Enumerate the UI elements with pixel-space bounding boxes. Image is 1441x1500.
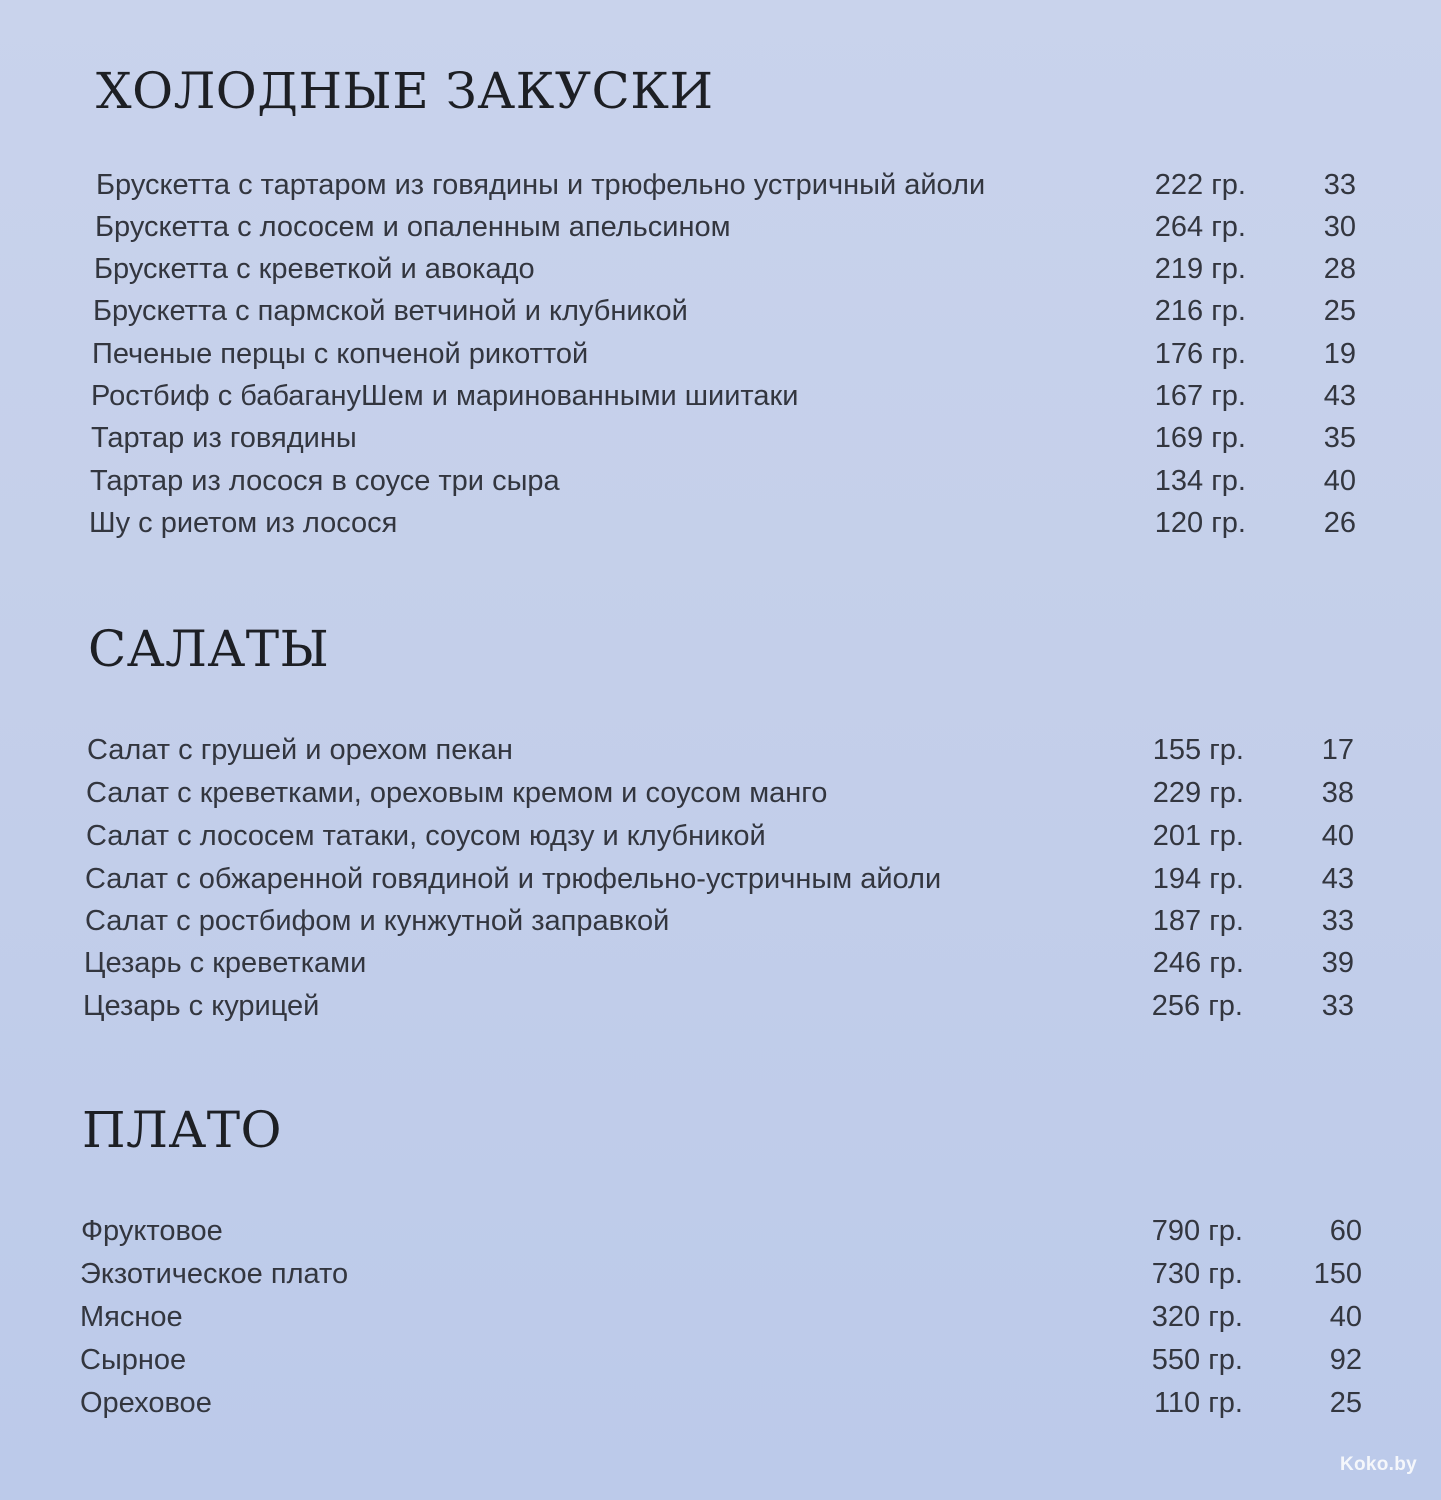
menu-item [80,1339,1362,1381]
item-weight: 790 гр. [1151,1215,1243,1247]
item-name: Цезарь с креветками [84,947,367,979]
item-weight: 169 гр. [1154,422,1246,454]
item-price: 25 [1323,295,1356,327]
item-name: Экзотическое плато [80,1258,349,1290]
item-price: 25 [1329,1387,1362,1419]
menu-item [90,460,1360,502]
menu-item [80,1253,1362,1295]
item-price: 26 [1323,507,1356,539]
item-weight: 194 гр. [1152,863,1244,895]
item-weight: 134 гр. [1154,465,1246,497]
item-price: 40 [1321,820,1354,852]
item-price: 40 [1323,465,1356,497]
section-title: ХОЛОДНЫЕ ЗАКУСКИ [96,62,714,120]
item-weight: 167 гр. [1154,380,1246,412]
menu-item [81,1210,1362,1252]
menu-item [91,375,1361,417]
menu-item [93,290,1363,332]
item-weight: 229 гр. [1152,777,1244,809]
item-weight: 187 гр. [1152,905,1244,937]
item-weight: 246 гр. [1152,947,1244,979]
item-price: 33 [1321,990,1354,1022]
item-name: Брускетта с пармской ветчиной и клубникой [93,295,688,327]
item-weight: 216 гр. [1154,295,1246,327]
item-name: Салат с грушей и орехом пекан [87,734,513,766]
item-weight: 550 гр. [1151,1344,1243,1376]
item-price: 30 [1323,211,1356,243]
item-name: Тартар из говядины [91,422,357,454]
item-weight: 110 гр. [1153,1387,1243,1419]
menu-item [83,985,1353,1027]
item-price: 38 [1321,777,1354,809]
item-price: 40 [1329,1301,1362,1333]
section-title: ПЛАТО [82,1101,283,1159]
item-name: Салат с ростбифом и кунжутной заправкой [85,905,670,937]
item-name: Ореховое [80,1387,212,1419]
item-price: 28 [1323,253,1356,285]
item-price: 33 [1323,169,1356,201]
menu-item [87,729,1357,771]
item-name: Салат с креветками, ореховым кремом и соусом манго [86,777,828,809]
watermark-logo: Koko.by [1339,1454,1417,1475]
menu-item [92,333,1362,375]
menu-item [91,417,1361,459]
item-weight: 120 гр. [1154,507,1246,539]
item-price: 60 [1329,1215,1362,1247]
item-name: Фруктовое [81,1215,223,1247]
item-name: Тартар из лосося в соусе три сыра [90,465,560,497]
item-weight: 201 гр. [1152,820,1244,852]
item-weight: 256 гр. [1151,990,1243,1022]
item-name: Цезарь с курицей [83,990,320,1022]
menu-item [80,1296,1362,1338]
item-name: Брускетта с лососем и опаленным апельсином [95,211,731,243]
item-weight: 320 гр. [1151,1301,1243,1333]
item-name: Ростбиф с бабагануШем и маринованными шиитаки [91,380,799,412]
menu-item [84,942,1354,984]
menu-item [96,164,1366,206]
menu-item [86,815,1356,857]
menu-item [85,858,1355,900]
item-name: Шу с риетом из лосося [89,507,398,539]
item-price: 43 [1321,863,1354,895]
menu-item [85,900,1355,942]
item-weight: 730 гр. [1151,1258,1243,1290]
item-weight: 219 гр. [1154,253,1246,285]
item-price: 35 [1323,422,1356,454]
item-name: Печеные перцы с копченой рикоттой [92,338,589,370]
item-weight: 222 гр. [1154,169,1246,201]
item-weight: 176 гр. [1154,338,1246,370]
item-price: 92 [1329,1344,1362,1376]
item-price: 150 [1313,1258,1362,1290]
item-price: 33 [1321,905,1354,937]
menu-item [95,206,1365,248]
item-weight: 155 гр. [1152,734,1244,766]
menu-item [80,1382,1362,1424]
item-price: 43 [1323,380,1356,412]
item-price: 39 [1321,947,1354,979]
item-price: 17 [1321,734,1354,766]
menu-item [89,502,1359,544]
item-name: Сырное [80,1344,187,1376]
item-name: Салат с лососем татаки, соусом юдзу и клубникой [86,820,766,852]
item-name: Брускетта с креветкой и авокадо [94,253,535,285]
menu-item [86,772,1356,814]
item-price: 19 [1323,338,1356,370]
item-name: Брускетта с тартаром из говядины и трюфельно устричный айоли [96,169,986,201]
item-weight: 264 гр. [1154,211,1246,243]
item-name: Мясное [80,1301,183,1333]
item-name: Салат с обжаренной говядиной и трюфельно-устричным айоли [85,863,942,895]
section-title: САЛАТЫ [88,620,330,678]
menu-item [94,248,1364,290]
